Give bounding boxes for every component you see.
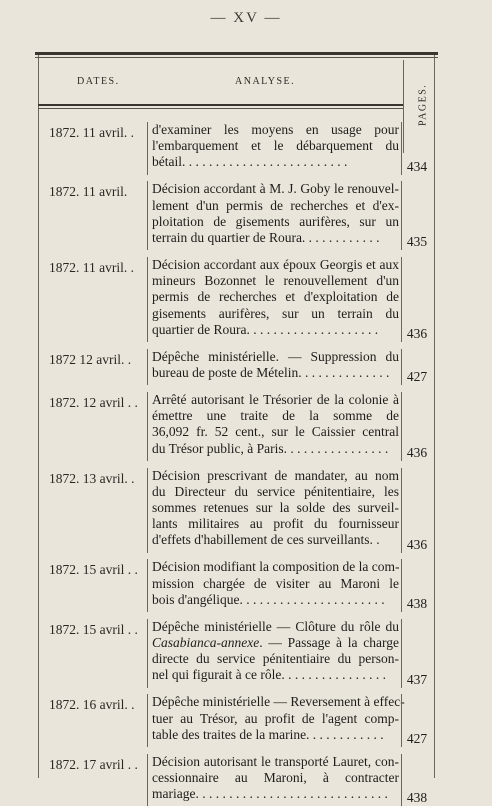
analysis-line: mission chargée de visiter au Maroni le (152, 575, 399, 591)
entry-date: 1872. 12 avril . . (49, 395, 138, 410)
entry-analysis (147, 257, 399, 342)
analysis-line: Décision autorisant le transporté Lauret, con- (152, 753, 399, 769)
analysis-line: Casabianca-annexe. — Passage à la charge (152, 635, 399, 650)
analysis-line: bois d'angélique. . . . . . . . . . . . . . . . . . . . . . (152, 591, 385, 607)
entry-date: 1872. 11 avril. (49, 184, 128, 200)
analysis-line: l'embarquement et le débarquement du (152, 138, 399, 154)
analysis-line: émettre une traite de la somme de (152, 408, 399, 424)
table-top-rule (35, 52, 438, 55)
analysis-line: Décision accordant à M. J. Goby le renouvel- (152, 181, 399, 197)
header-pages: PAGES. (417, 83, 429, 127)
analysis-line: d'effets d'habillement de ces surveillants. . (152, 532, 380, 548)
table-row (39, 559, 434, 612)
header-dates: DATES. (77, 76, 120, 87)
entry-date: 1872. 17 avril . . (49, 756, 138, 772)
page-number-value: 427 (406, 730, 428, 746)
page-number-value: 436 (406, 444, 428, 460)
analysis-line: gisements aurifères, sur un terrain du (152, 305, 399, 321)
analysis-line: lants militaires au profit du fournisseur (152, 516, 399, 532)
entry-page-number (401, 619, 432, 688)
analysis-line: terrain du quartier de Roura. . . . . . . . . . . . (152, 230, 380, 245)
table-row (39, 392, 434, 461)
entry-date: 1872. 11 avril. . (49, 260, 134, 275)
page-folio: — XV — (210, 10, 282, 26)
analysis-line: tuer au Trésor, au profit de l'agent comp- (152, 710, 399, 726)
table-row (39, 181, 434, 250)
header-bottom-rule (38, 104, 403, 106)
index-table (38, 52, 435, 806)
entry-date: 1872 12 avril. . (49, 351, 132, 367)
table-row (39, 122, 434, 175)
entry-analysis (147, 122, 399, 175)
page-number-value: 436 (406, 326, 428, 341)
entry-date: 1872. 15 avril . . (49, 562, 138, 578)
table-row (39, 257, 434, 342)
entry-analysis (147, 468, 399, 553)
analysis-line: sommes retenues sur la solde des surveil- (152, 500, 399, 515)
page-number-value: 427 (406, 369, 428, 385)
entry-analysis (147, 181, 399, 250)
page-number-value: 435 (406, 234, 428, 250)
entry-analysis (147, 694, 405, 747)
analysis-line: Décision modifiant la composition de la com- (152, 559, 400, 575)
analysis-line: Décision accordant aux époux Georgis et aux (152, 257, 399, 272)
entry-analysis (147, 349, 399, 385)
analysis-line: mariage. . . . . . . . . . . . . . . . . . . . . . . . . . . . . (152, 786, 388, 802)
entry-date: 1872. 16 avril. . (49, 697, 135, 713)
analysis-line: d'examiner les moyens en usage pour (152, 122, 399, 137)
entry-page-number (401, 468, 432, 553)
entry-analysis (147, 754, 399, 806)
analysis-line: Arrêté autorisant le Trésorier de la colonie à (152, 392, 399, 407)
table-row (39, 754, 434, 806)
table-row (39, 694, 434, 747)
header-analyse: ANALYSE. (235, 76, 296, 87)
analysis-line: du Directeur du service pénitentiaire, les (152, 483, 399, 499)
entry-analysis (147, 392, 399, 461)
analysis-line: cessionnaire au Maroni, à contracter (152, 770, 399, 785)
analysis-line: Dépêche ministérielle — Reversement à effec- (152, 694, 405, 710)
analysis-line: quartier de Roura. . . . . . . . . . . . . . . . . . . . (152, 321, 379, 337)
entry-page-number (401, 257, 432, 342)
analysis-line: mineurs Bozonnet le renouvellement d'un (152, 273, 399, 289)
analysis-line: directe du service pénitentiaire du person- (152, 651, 399, 667)
analysis-line: bureau de poste de Mételin. . . . . . . . . . . . . . (152, 365, 390, 380)
analysis-line: bétail. . . . . . . . . . . . . . . . . . . . . . . . . (152, 154, 348, 170)
page-number-value: 434 (406, 158, 428, 174)
analysis-line: lement d'un permis de recherches et d'ex- (152, 197, 399, 213)
page-number-value: 436 (406, 536, 428, 552)
entry-page-number (401, 392, 432, 461)
entry-date: 1872. 11 avril. . (49, 125, 134, 140)
header-bottom-rule-thin (38, 108, 403, 109)
entry-date: 1872. 15 avril . . (49, 621, 138, 637)
entry-page-number (401, 349, 432, 385)
analysis-line: 36,092 fr. 52 cent., sur le Caissier central (152, 424, 399, 440)
entry-page-number (401, 122, 432, 175)
entry-date: 1872. 13 avril. . (49, 470, 135, 486)
analysis-line: ploitation de gisements aurifères, sur un (152, 213, 399, 229)
entry-page-number (401, 694, 432, 747)
table-row (39, 619, 434, 688)
table-row (39, 468, 434, 553)
entry-page-number (401, 181, 432, 250)
page-number-value: 437 (406, 671, 428, 687)
table-top-rule-thin (35, 57, 438, 58)
entry-page-number (401, 559, 432, 612)
analysis-line: du Trésor public, à Paris. . . . . . . . . . . . . . . . (152, 440, 389, 456)
entry-analysis (147, 559, 399, 612)
page-number-value: 438 (406, 595, 428, 611)
page-number-value: 438 (406, 790, 428, 806)
analysis-line: Décision prescrivant de mandater, au nom (152, 467, 399, 483)
table-row (39, 349, 434, 385)
analysis-line: Dépêche ministérielle — Clôture du rôle du (152, 618, 399, 634)
analysis-line: table des traites de la marine. . . . . . . . . . . . (152, 726, 384, 742)
entry-analysis (147, 619, 399, 688)
analysis-line: Dépêche ministérielle. — Suppression du (152, 348, 399, 364)
analysis-line: nel qui figurait à ce rôle. . . . . . . . . . . . . . . . (152, 667, 386, 683)
analysis-line: permis de recherches et d'exploitation de (152, 289, 399, 305)
entry-page-number (401, 754, 432, 806)
